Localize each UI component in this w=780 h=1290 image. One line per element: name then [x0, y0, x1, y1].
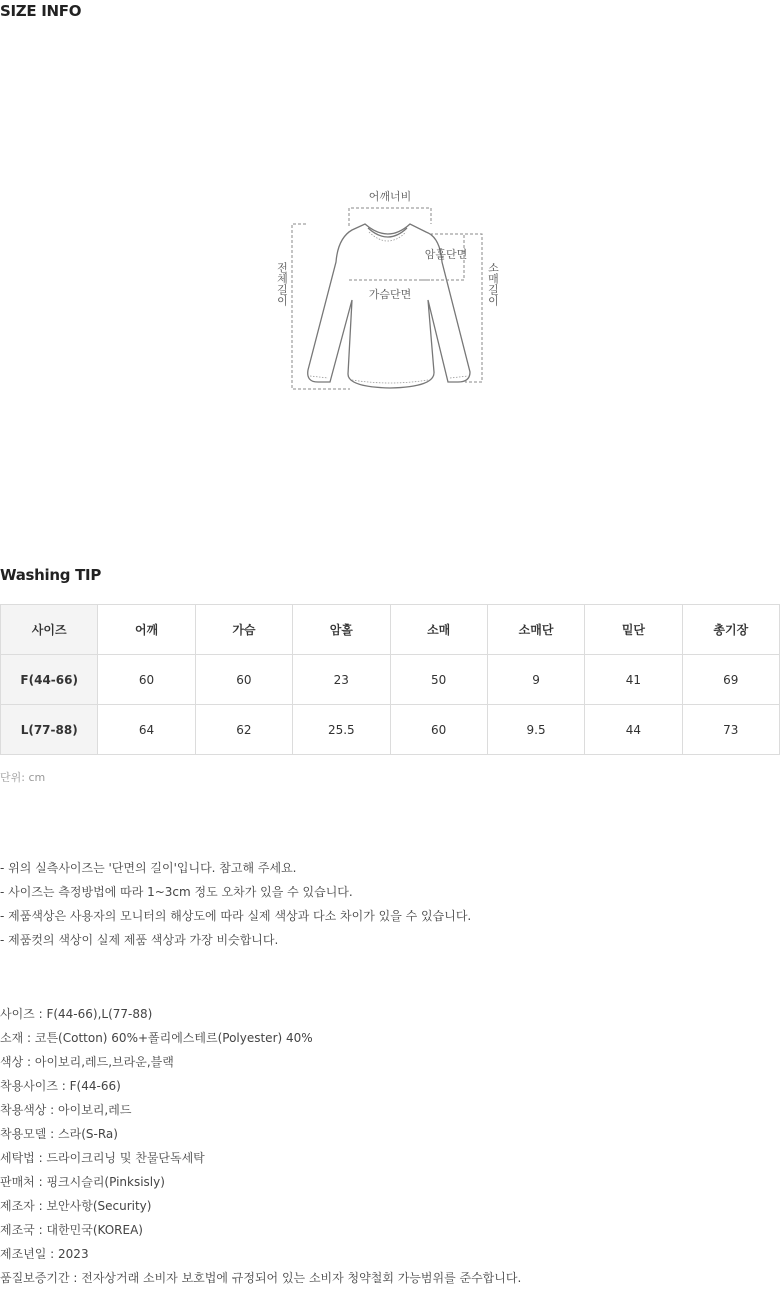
- label-chest: 가슴단면: [368, 288, 412, 301]
- table-row: [1, 655, 780, 705]
- washing-tip-title: Washing TIP: [0, 566, 102, 584]
- list-item: - 사이즈는 측정방법에 따라 1~3cm 정도 오차가 있을 수 있습니다.: [0, 885, 353, 899]
- header-hem: 밑단: [585, 605, 682, 655]
- list-item: 착용색상 : 아이보리,레드: [0, 1103, 132, 1117]
- table-cell: 25.5: [293, 705, 390, 755]
- list-item: 품질보증기간 : 전자상거래 소비자 보호법에 규정되어 있는 소비자 청약철회 가능범위를 준수합니다.: [0, 1271, 522, 1285]
- row-size: F(44-66): [1, 655, 98, 705]
- header-size: 사이즈: [1, 605, 98, 655]
- label-sleeve-length: 소매길이: [486, 262, 500, 306]
- table-cell: 69: [682, 655, 779, 705]
- garment-measurement-diagram: [270, 182, 500, 397]
- label-shoulder: 어깨너비: [368, 190, 412, 203]
- table-cell: 73: [682, 705, 779, 755]
- list-item: - 위의 실측사이즈는 '단면의 길이'입니다. 참고해 주세요.: [0, 861, 297, 875]
- header-total-length: 총기장: [682, 605, 779, 655]
- list-item: 착용사이즈 : F(44-66): [0, 1079, 121, 1093]
- list-item: 제조년일 : 2023: [0, 1247, 89, 1261]
- table-header-row: [1, 605, 780, 655]
- header-chest: 가슴: [195, 605, 292, 655]
- table-cell: 44: [585, 705, 682, 755]
- table-cell: 50: [390, 655, 487, 705]
- unit-note: 단위: cm: [0, 771, 46, 784]
- list-item: - 제품컷의 색상이 실제 제품 색상과 가장 비슷합니다.: [0, 933, 279, 947]
- table-cell: 60: [98, 655, 195, 705]
- label-armhole: 암홀단면: [424, 248, 468, 261]
- table-cell: 60: [195, 655, 292, 705]
- list-item: 제조자 : 보안사항(Security): [0, 1199, 152, 1213]
- list-item: - 제품색상은 사용자의 모니터의 해상도에 따라 실제 색상과 다소 차이가 있을 수 있습니다.: [0, 909, 472, 923]
- size-info-title: SIZE INFO: [0, 2, 82, 20]
- header-sleeve-cuff: 소매단: [487, 605, 584, 655]
- table-cell: 60: [390, 705, 487, 755]
- product-info-list: [0, 1002, 521, 1290]
- list-item: 착용모델 : 스라(S-Ra): [0, 1127, 118, 1141]
- header-sleeve: 소매: [390, 605, 487, 655]
- list-item: 색상 : 아이보리,레드,브라운,블랙: [0, 1055, 174, 1069]
- header-shoulder: 어깨: [98, 605, 195, 655]
- table-cell: 9: [487, 655, 584, 705]
- table-cell: 64: [98, 705, 195, 755]
- table-cell: 62: [195, 705, 292, 755]
- list-item: 소재 : 코튼(Cotton) 60%+폴리에스테르(Polyester) 40%: [0, 1031, 313, 1045]
- list-item: 판매처 : 핑크시슬리(Pinksisly): [0, 1175, 165, 1189]
- list-item: 세탁법 : 드라이크리닝 및 찬물단독세탁: [0, 1151, 205, 1165]
- row-size: L(77-88): [1, 705, 98, 755]
- size-notes: [0, 856, 471, 952]
- header-armhole: 암홀: [293, 605, 390, 655]
- size-table: [0, 604, 780, 755]
- table-cell: 9.5: [487, 705, 584, 755]
- label-total-length: 전체길이: [275, 262, 289, 306]
- table-row: [1, 705, 780, 755]
- list-item: 제조국 : 대한민국(KOREA): [0, 1223, 143, 1237]
- list-item: 사이즈 : F(44-66),L(77-88): [0, 1007, 153, 1021]
- table-cell: 23: [293, 655, 390, 705]
- table-cell: 41: [585, 655, 682, 705]
